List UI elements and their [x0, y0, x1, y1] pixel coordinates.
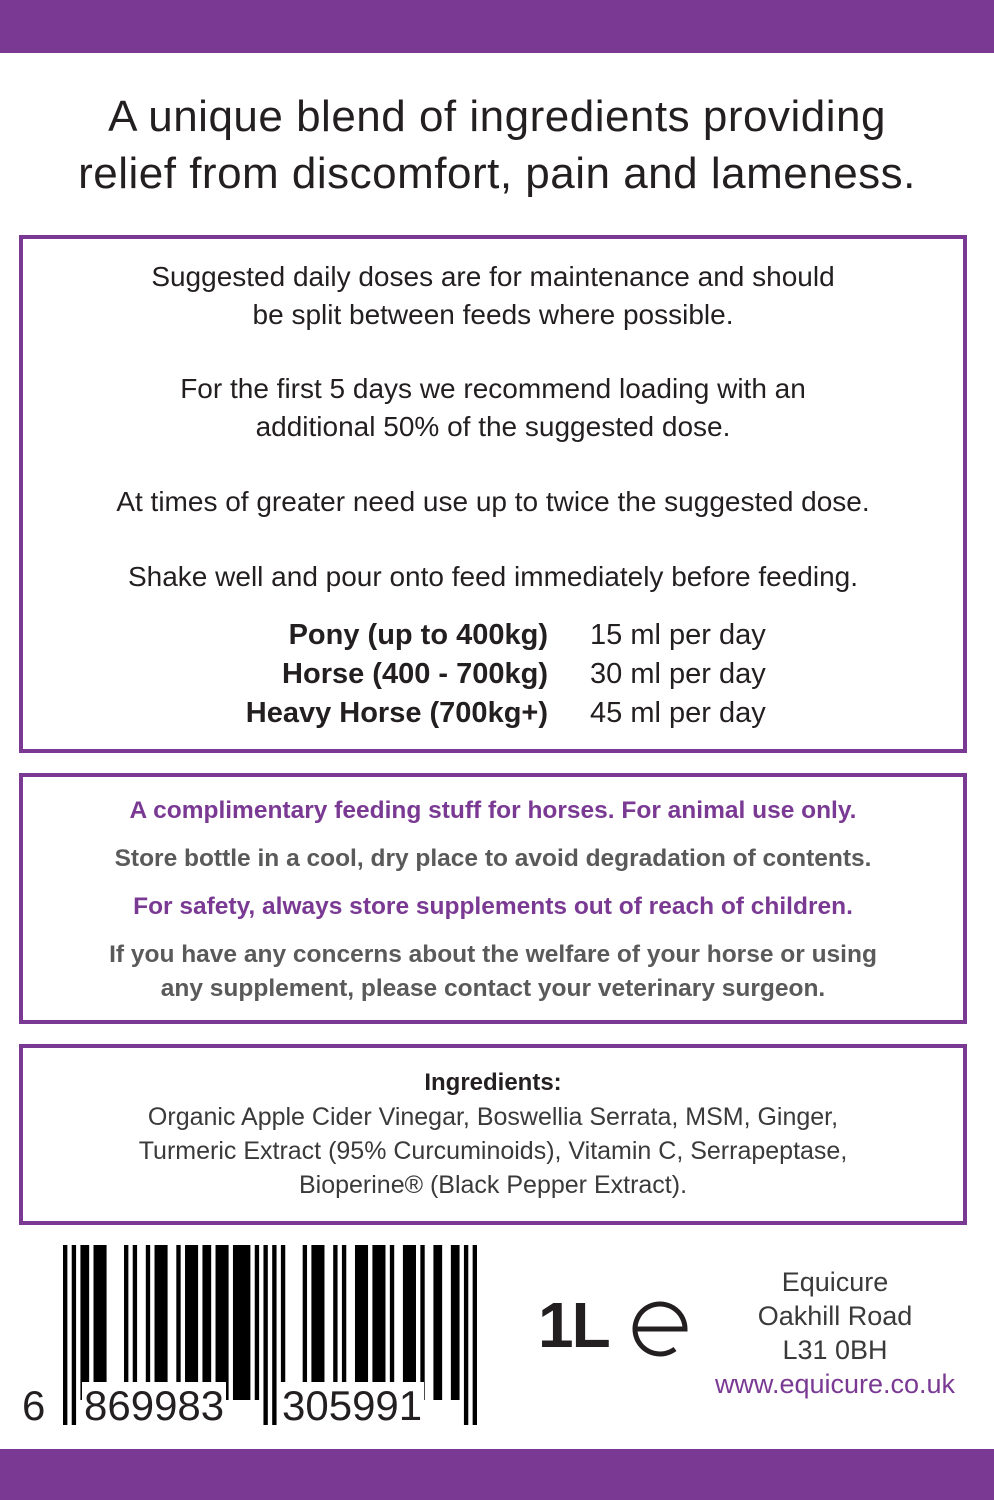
volume-label: 1L — [538, 1289, 609, 1361]
headline — [0, 88, 994, 202]
dose-label: Pony (up to 400kg) — [288, 619, 548, 651]
company-website-link[interactable]: www.equicure.co.uk — [714, 1369, 956, 1399]
barcode-bar — [94, 1245, 107, 1400]
barcode-bar — [233, 1245, 250, 1400]
dose-row-heavy-horse — [23, 693, 963, 733]
shake-note: Shake well and pour onto feed immediately before feeding. — [127, 561, 859, 592]
barcode-bar — [342, 1245, 346, 1400]
barcode-bar — [255, 1245, 259, 1400]
company-name: Equicure — [781, 1267, 889, 1297]
barcode-bar — [124, 1245, 128, 1400]
barcode-bar — [185, 1245, 198, 1400]
barcode-right-digits: 305991 — [282, 1382, 423, 1429]
loading-note-line-1: For the first 5 days we recommend loading with an — [180, 373, 806, 404]
dose-row-horse — [23, 654, 963, 694]
dose-amount: 30 ml per day — [590, 658, 766, 690]
maintenance-note-line-2: be split between feeds where possible. — [252, 299, 734, 330]
barcode-bar — [155, 1245, 168, 1400]
safety-panel — [19, 773, 967, 1024]
child-safety-note: For safety, always store supplements out of reach of children. — [133, 893, 853, 920]
barcode-bar — [451, 1245, 460, 1400]
dose-row-pony — [23, 615, 963, 655]
barcode-bar — [390, 1245, 394, 1400]
barcode-bar — [216, 1245, 229, 1400]
maintenance-note-line-1: Suggested daily doses are for maintenance and should — [151, 261, 835, 292]
animal-use-note: A complimentary feeding stuff for horses. For animal use only. — [129, 797, 857, 824]
barcode-bar — [263, 1245, 267, 1425]
barcode-bar — [372, 1245, 385, 1400]
vet-advice-note — [23, 938, 963, 1006]
vet-advice-line-1: If you have any concerns about the welfare of your horse or using — [109, 941, 877, 968]
ingredients-list — [23, 1100, 963, 1202]
barcode-bar — [202, 1245, 211, 1400]
barcode-bar — [63, 1245, 67, 1425]
barcode-bar — [403, 1245, 416, 1400]
barcode-left-digits: 869983 — [84, 1382, 225, 1429]
headline-line-1: A unique blend of ingredients providing — [108, 92, 886, 141]
barcode-bar — [303, 1245, 307, 1400]
ingredients-line-1: Organic Apple Cider Vinegar, Boswellia Serrata, MSM, Ginger, — [147, 1103, 839, 1131]
barcode-bar — [272, 1245, 276, 1425]
storage-note: Store bottle in a cool, dry place to avoid degradation of contents. — [114, 845, 872, 872]
dose-label: Horse (400 - 700kg) — [282, 658, 548, 690]
barcode-bar — [176, 1245, 180, 1400]
ingredients-line-3: Bioperine® (Black Pepper Extract). — [298, 1171, 688, 1199]
barcode-bar — [333, 1245, 337, 1400]
ingredients-title: Ingredients: — [424, 1069, 562, 1096]
barcode-bar — [464, 1245, 468, 1425]
barcode-bar — [80, 1245, 89, 1400]
barcode-bar — [420, 1245, 424, 1400]
company-street: Oakhill Road — [757, 1301, 913, 1331]
barcode-bar — [72, 1245, 76, 1425]
barcode-bar — [355, 1245, 368, 1400]
barcode-bar — [281, 1245, 285, 1400]
bottom-brand-band — [0, 1449, 994, 1500]
dose-amount: 45 ml per day — [590, 697, 766, 729]
barcode-bar — [473, 1245, 477, 1425]
ingredients-line-2: Turmeric Extract (95% Curcuminoids), Vitamin C, Serrapeptase, — [138, 1137, 848, 1165]
dosing-panel — [19, 235, 967, 753]
top-brand-band — [0, 0, 994, 53]
estimated-e-mark-icon — [631, 1299, 689, 1359]
maintenance-note — [23, 258, 963, 334]
ingredients-panel — [19, 1044, 967, 1225]
barcode-bar — [133, 1245, 137, 1400]
loading-note — [23, 370, 963, 446]
barcode-first-digit: 6 — [22, 1382, 46, 1429]
greater-need-note: At times of greater need use up to twice the suggested dose. — [116, 486, 870, 517]
dose-amount: 15 ml per day — [590, 619, 766, 651]
headline-line-2: relief from discomfort, pain and lameness. — [78, 149, 916, 198]
loading-note-line-2: additional 50% of the suggested dose. — [255, 411, 731, 442]
dose-label: Heavy Horse (700kg+) — [245, 697, 548, 729]
barcode-bar — [433, 1245, 442, 1400]
barcode-bar — [311, 1245, 324, 1400]
vet-advice-line-2: any supplement, please contact your veterinary surgeon. — [160, 975, 826, 1002]
barcode-bar — [146, 1245, 150, 1400]
company-postcode: L31 0BH — [782, 1335, 888, 1365]
company-address — [700, 1265, 970, 1401]
